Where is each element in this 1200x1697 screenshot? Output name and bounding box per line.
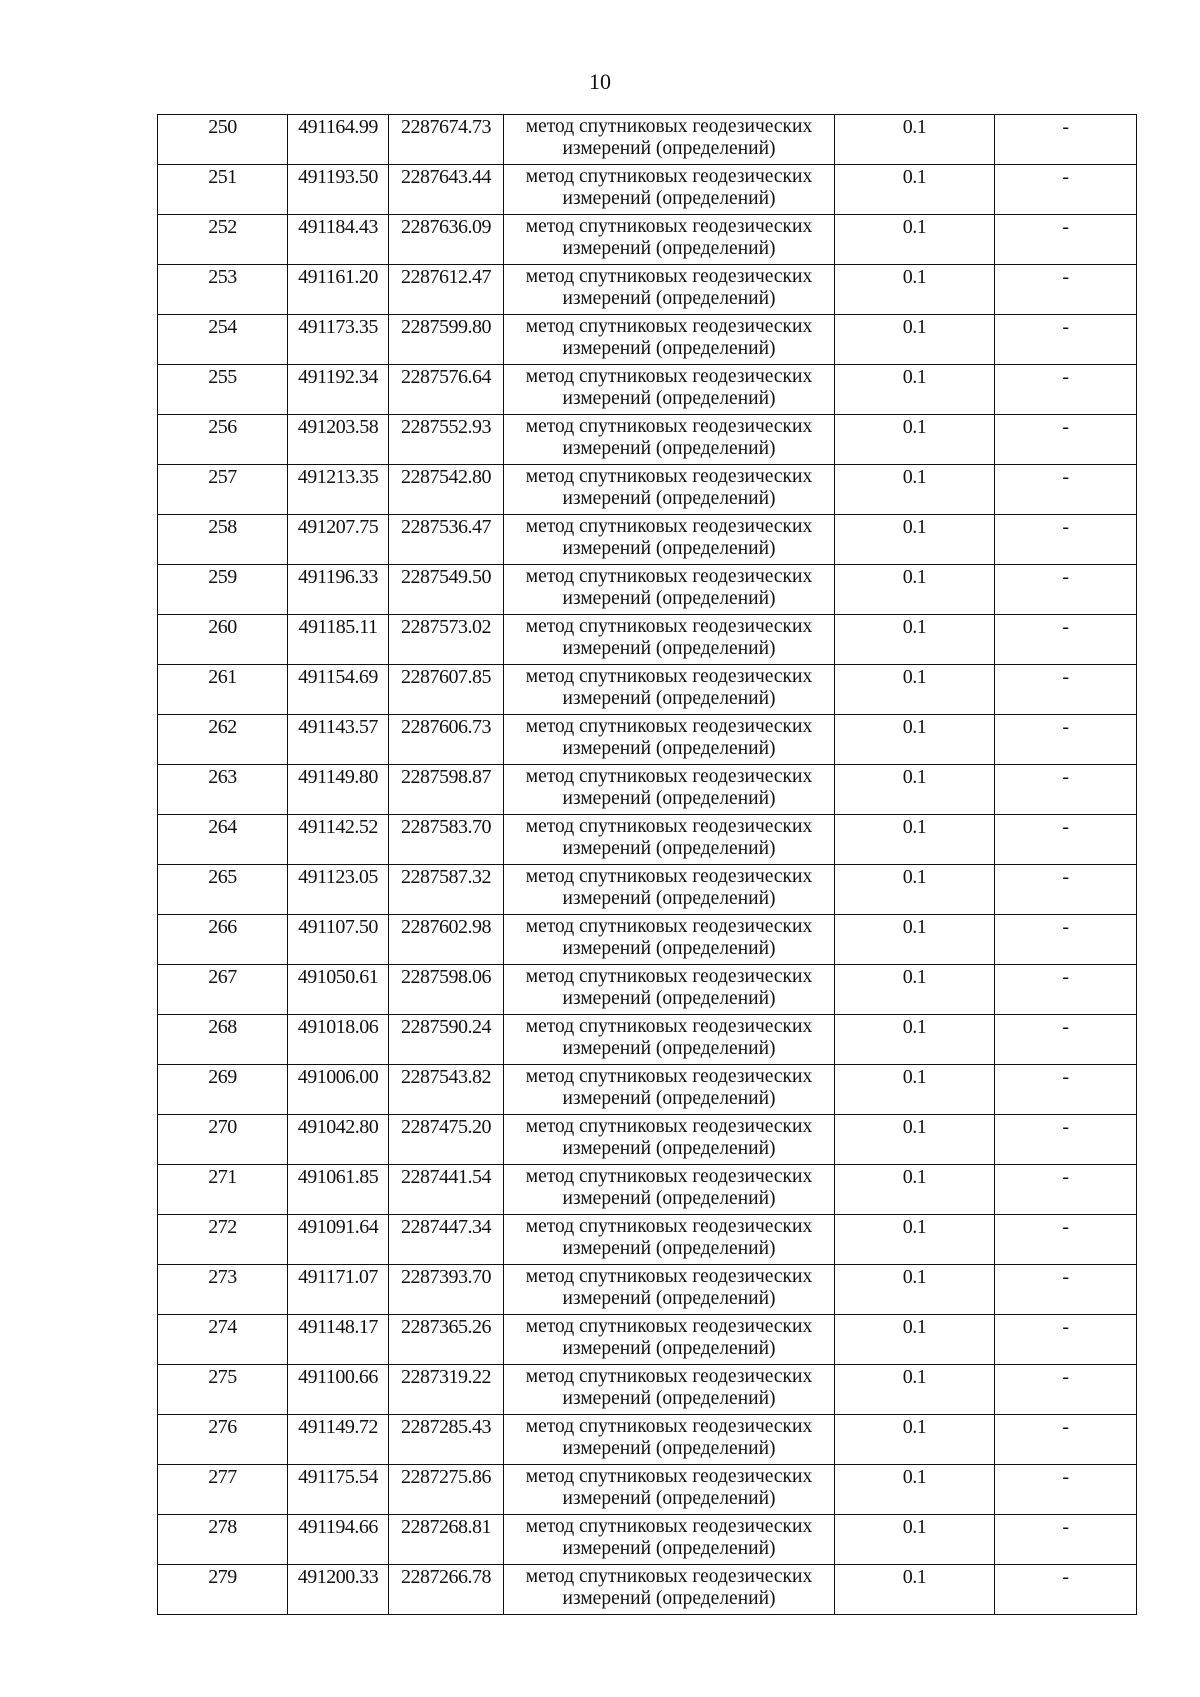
point-number-cell: 268 <box>158 1015 288 1065</box>
coordinate-x-cell: 491042.80 <box>288 1115 389 1165</box>
coordinate-y-cell: 2287285.43 <box>389 1415 504 1465</box>
point-number-cell: 273 <box>158 1265 288 1315</box>
extra-cell: - <box>995 465 1137 515</box>
method-cell: метод спутниковых геодезических измерений (определений) <box>504 715 835 765</box>
coordinate-x-cell: 491196.33 <box>288 565 389 615</box>
extra-cell: - <box>995 1465 1137 1515</box>
method-cell: метод спутниковых геодезических измерений (определений) <box>504 1565 835 1615</box>
table-row <box>158 315 1137 365</box>
table-row <box>158 765 1137 815</box>
coordinate-y-cell: 2287587.32 <box>389 865 504 915</box>
table-row <box>158 365 1137 415</box>
method-cell: метод спутниковых геодезических измерений (определений) <box>504 665 835 715</box>
point-number-cell: 270 <box>158 1115 288 1165</box>
accuracy-cell: 0.1 <box>835 965 995 1015</box>
extra-cell: - <box>995 1365 1137 1415</box>
extra-cell: - <box>995 1565 1137 1615</box>
coordinate-y-cell: 2287275.86 <box>389 1465 504 1515</box>
table-row <box>158 665 1137 715</box>
accuracy-cell: 0.1 <box>835 1015 995 1065</box>
coordinate-y-cell: 2287542.80 <box>389 465 504 515</box>
table-row <box>158 915 1137 965</box>
coordinate-y-cell: 2287268.81 <box>389 1515 504 1565</box>
accuracy-cell: 0.1 <box>835 915 995 965</box>
point-number-cell: 275 <box>158 1365 288 1415</box>
table-row <box>158 1565 1137 1615</box>
table-row <box>158 1215 1137 1265</box>
extra-cell: - <box>995 665 1137 715</box>
extra-cell: - <box>995 1215 1137 1265</box>
table-row <box>158 515 1137 565</box>
table-row <box>158 1265 1137 1315</box>
coordinate-y-cell: 2287607.85 <box>389 665 504 715</box>
point-number-cell: 256 <box>158 415 288 465</box>
point-number-cell: 261 <box>158 665 288 715</box>
table-row <box>158 165 1137 215</box>
point-number-cell: 278 <box>158 1515 288 1565</box>
coordinate-x-cell: 491200.33 <box>288 1565 389 1615</box>
coordinate-y-cell: 2287612.47 <box>389 265 504 315</box>
coordinate-x-cell: 491123.05 <box>288 865 389 915</box>
accuracy-cell: 0.1 <box>835 515 995 565</box>
accuracy-cell: 0.1 <box>835 815 995 865</box>
method-cell: метод спутниковых геодезических измерений (определений) <box>504 815 835 865</box>
extra-cell: - <box>995 115 1137 165</box>
table-row <box>158 1065 1137 1115</box>
method-cell: метод спутниковых геодезических измерений (определений) <box>504 1315 835 1365</box>
point-number-cell: 271 <box>158 1165 288 1215</box>
coordinate-y-cell: 2287590.24 <box>389 1015 504 1065</box>
method-cell: метод спутниковых геодезических измерений (определений) <box>504 1065 835 1115</box>
accuracy-cell: 0.1 <box>835 1465 995 1515</box>
coordinate-x-cell: 491143.57 <box>288 715 389 765</box>
table-row <box>158 865 1137 915</box>
coordinate-y-cell: 2287475.20 <box>389 1115 504 1165</box>
point-number-cell: 259 <box>158 565 288 615</box>
coordinate-x-cell: 491192.34 <box>288 365 389 415</box>
accuracy-cell: 0.1 <box>835 565 995 615</box>
extra-cell: - <box>995 815 1137 865</box>
coordinate-y-cell: 2287552.93 <box>389 415 504 465</box>
extra-cell: - <box>995 315 1137 365</box>
method-cell: метод спутниковых геодезических измерений (определений) <box>504 1015 835 1065</box>
table-row <box>158 1015 1137 1065</box>
table-row <box>158 615 1137 665</box>
method-cell: метод спутниковых геодезических измерений (определений) <box>504 115 835 165</box>
coordinate-y-cell: 2287598.06 <box>389 965 504 1015</box>
coordinate-y-cell: 2287365.26 <box>389 1315 504 1365</box>
table-row <box>158 415 1137 465</box>
coordinate-x-cell: 491107.50 <box>288 915 389 965</box>
extra-cell: - <box>995 215 1137 265</box>
table-row <box>158 965 1137 1015</box>
method-cell: метод спутниковых геодезических измерений (определений) <box>504 415 835 465</box>
method-cell: метод спутниковых геодезических измерений (определений) <box>504 1365 835 1415</box>
point-number-cell: 265 <box>158 865 288 915</box>
accuracy-cell: 0.1 <box>835 465 995 515</box>
accuracy-cell: 0.1 <box>835 1515 995 1565</box>
accuracy-cell: 0.1 <box>835 1215 995 1265</box>
point-number-cell: 251 <box>158 165 288 215</box>
point-number-cell: 276 <box>158 1415 288 1465</box>
method-cell: метод спутниковых геодезических измерений (определений) <box>504 1215 835 1265</box>
coordinate-y-cell: 2287549.50 <box>389 565 504 615</box>
point-number-cell: 274 <box>158 1315 288 1365</box>
method-cell: метод спутниковых геодезических измерений (определений) <box>504 1515 835 1565</box>
extra-cell: - <box>995 615 1137 665</box>
extra-cell: - <box>995 915 1137 965</box>
point-number-cell: 269 <box>158 1065 288 1115</box>
accuracy-cell: 0.1 <box>835 1065 995 1115</box>
coordinate-y-cell: 2287319.22 <box>389 1365 504 1415</box>
method-cell: метод спутниковых геодезических измерений (определений) <box>504 965 835 1015</box>
point-number-cell: 250 <box>158 115 288 165</box>
extra-cell: - <box>995 1115 1137 1165</box>
table-row <box>158 1165 1137 1215</box>
coordinate-y-cell: 2287573.02 <box>389 615 504 665</box>
coordinates-table <box>157 114 1137 1615</box>
method-cell: метод спутниковых геодезических измерений (определений) <box>504 515 835 565</box>
coordinate-x-cell: 491175.54 <box>288 1465 389 1515</box>
extra-cell: - <box>995 1515 1137 1565</box>
coordinate-y-cell: 2287602.98 <box>389 915 504 965</box>
point-number-cell: 253 <box>158 265 288 315</box>
table-row <box>158 565 1137 615</box>
coordinate-x-cell: 491149.80 <box>288 765 389 815</box>
coordinate-y-cell: 2287583.70 <box>389 815 504 865</box>
coordinate-y-cell: 2287643.44 <box>389 165 504 215</box>
coordinate-x-cell: 491184.43 <box>288 215 389 265</box>
accuracy-cell: 0.1 <box>835 1365 995 1415</box>
point-number-cell: 272 <box>158 1215 288 1265</box>
accuracy-cell: 0.1 <box>835 415 995 465</box>
point-number-cell: 266 <box>158 915 288 965</box>
coordinate-x-cell: 491161.20 <box>288 265 389 315</box>
method-cell: метод спутниковых геодезических измерений (определений) <box>504 265 835 315</box>
coordinate-x-cell: 491154.69 <box>288 665 389 715</box>
method-cell: метод спутниковых геодезических измерений (определений) <box>504 615 835 665</box>
accuracy-cell: 0.1 <box>835 1265 995 1315</box>
coordinate-x-cell: 491164.99 <box>288 115 389 165</box>
point-number-cell: 252 <box>158 215 288 265</box>
point-number-cell: 279 <box>158 1565 288 1615</box>
coordinate-x-cell: 491203.58 <box>288 415 389 465</box>
coordinate-x-cell: 491171.07 <box>288 1265 389 1315</box>
point-number-cell: 264 <box>158 815 288 865</box>
coordinate-x-cell: 491050.61 <box>288 965 389 1015</box>
coordinate-x-cell: 491100.66 <box>288 1365 389 1415</box>
accuracy-cell: 0.1 <box>835 265 995 315</box>
accuracy-cell: 0.1 <box>835 865 995 915</box>
coordinate-x-cell: 491207.75 <box>288 515 389 565</box>
coordinate-y-cell: 2287441.54 <box>389 1165 504 1215</box>
coordinate-x-cell: 491194.66 <box>288 1515 389 1565</box>
coordinate-x-cell: 491142.52 <box>288 815 389 865</box>
coordinate-y-cell: 2287598.87 <box>389 765 504 815</box>
point-number-cell: 263 <box>158 765 288 815</box>
coordinate-x-cell: 491018.06 <box>288 1015 389 1065</box>
table-row <box>158 715 1137 765</box>
accuracy-cell: 0.1 <box>835 715 995 765</box>
accuracy-cell: 0.1 <box>835 215 995 265</box>
table-row <box>158 465 1137 515</box>
table-row <box>158 215 1137 265</box>
coordinates-table-body <box>158 115 1137 1615</box>
accuracy-cell: 0.1 <box>835 1565 995 1615</box>
point-number-cell: 254 <box>158 315 288 365</box>
accuracy-cell: 0.1 <box>835 165 995 215</box>
coordinate-x-cell: 491148.17 <box>288 1315 389 1365</box>
point-number-cell: 262 <box>158 715 288 765</box>
extra-cell: - <box>995 715 1137 765</box>
coordinate-y-cell: 2287447.34 <box>389 1215 504 1265</box>
extra-cell: - <box>995 965 1137 1015</box>
page-number: 10 <box>589 69 611 94</box>
extra-cell: - <box>995 1415 1137 1465</box>
accuracy-cell: 0.1 <box>835 615 995 665</box>
table-row <box>158 1115 1137 1165</box>
extra-cell: - <box>995 565 1137 615</box>
method-cell: метод спутниковых геодезических измерений (определений) <box>504 765 835 815</box>
method-cell: метод спутниковых геодезических измерений (определений) <box>504 1415 835 1465</box>
extra-cell: - <box>995 1265 1137 1315</box>
table-row <box>158 815 1137 865</box>
point-number-cell: 257 <box>158 465 288 515</box>
point-number-cell: 267 <box>158 965 288 1015</box>
coordinate-x-cell: 491091.64 <box>288 1215 389 1265</box>
coordinate-y-cell: 2287536.47 <box>389 515 504 565</box>
table-row <box>158 1365 1137 1415</box>
method-cell: метод спутниковых геодезических измерений (определений) <box>504 165 835 215</box>
point-number-cell: 277 <box>158 1465 288 1515</box>
method-cell: метод спутниковых геодезических измерений (определений) <box>504 1465 835 1515</box>
coordinate-x-cell: 491193.50 <box>288 165 389 215</box>
coordinate-x-cell: 491006.00 <box>288 1065 389 1115</box>
coordinate-y-cell: 2287543.82 <box>389 1065 504 1115</box>
coordinate-y-cell: 2287636.09 <box>389 215 504 265</box>
table-row <box>158 115 1137 165</box>
coordinate-y-cell: 2287674.73 <box>389 115 504 165</box>
point-number-cell: 258 <box>158 515 288 565</box>
extra-cell: - <box>995 1165 1137 1215</box>
method-cell: метод спутниковых геодезических измерений (определений) <box>504 1115 835 1165</box>
accuracy-cell: 0.1 <box>835 665 995 715</box>
point-number-cell: 260 <box>158 615 288 665</box>
coordinate-y-cell: 2287266.78 <box>389 1565 504 1615</box>
accuracy-cell: 0.1 <box>835 115 995 165</box>
extra-cell: - <box>995 1015 1137 1065</box>
method-cell: метод спутниковых геодезических измерений (определений) <box>504 1165 835 1215</box>
table-row <box>158 1415 1137 1465</box>
coordinate-y-cell: 2287393.70 <box>389 1265 504 1315</box>
method-cell: метод спутниковых геодезических измерений (определений) <box>504 465 835 515</box>
coordinate-y-cell: 2287599.80 <box>389 315 504 365</box>
extra-cell: - <box>995 415 1137 465</box>
method-cell: метод спутниковых геодезических измерений (определений) <box>504 915 835 965</box>
method-cell: метод спутниковых геодезических измерений (определений) <box>504 215 835 265</box>
table-row <box>158 1465 1137 1515</box>
coordinate-y-cell: 2287576.64 <box>389 365 504 415</box>
extra-cell: - <box>995 365 1137 415</box>
table-row <box>158 1515 1137 1565</box>
method-cell: метод спутниковых геодезических измерений (определений) <box>504 865 835 915</box>
coordinate-y-cell: 2287606.73 <box>389 715 504 765</box>
extra-cell: - <box>995 1315 1137 1365</box>
extra-cell: - <box>995 515 1137 565</box>
accuracy-cell: 0.1 <box>835 365 995 415</box>
accuracy-cell: 0.1 <box>835 1415 995 1465</box>
accuracy-cell: 0.1 <box>835 1165 995 1215</box>
extra-cell: - <box>995 165 1137 215</box>
extra-cell: - <box>995 1065 1137 1115</box>
table-row <box>158 265 1137 315</box>
accuracy-cell: 0.1 <box>835 315 995 365</box>
coordinate-x-cell: 491213.35 <box>288 465 389 515</box>
point-number-cell: 255 <box>158 365 288 415</box>
coordinate-x-cell: 491149.72 <box>288 1415 389 1465</box>
extra-cell: - <box>995 765 1137 815</box>
method-cell: метод спутниковых геодезических измерений (определений) <box>504 365 835 415</box>
method-cell: метод спутниковых геодезических измерений (определений) <box>504 565 835 615</box>
table-row <box>158 1315 1137 1365</box>
coordinate-x-cell: 491185.11 <box>288 615 389 665</box>
extra-cell: - <box>995 265 1137 315</box>
extra-cell: - <box>995 865 1137 915</box>
accuracy-cell: 0.1 <box>835 1315 995 1365</box>
coordinate-x-cell: 491173.35 <box>288 315 389 365</box>
method-cell: метод спутниковых геодезических измерений (определений) <box>504 1265 835 1315</box>
accuracy-cell: 0.1 <box>835 765 995 815</box>
coordinate-x-cell: 491061.85 <box>288 1165 389 1215</box>
accuracy-cell: 0.1 <box>835 1115 995 1165</box>
method-cell: метод спутниковых геодезических измерений (определений) <box>504 315 835 365</box>
